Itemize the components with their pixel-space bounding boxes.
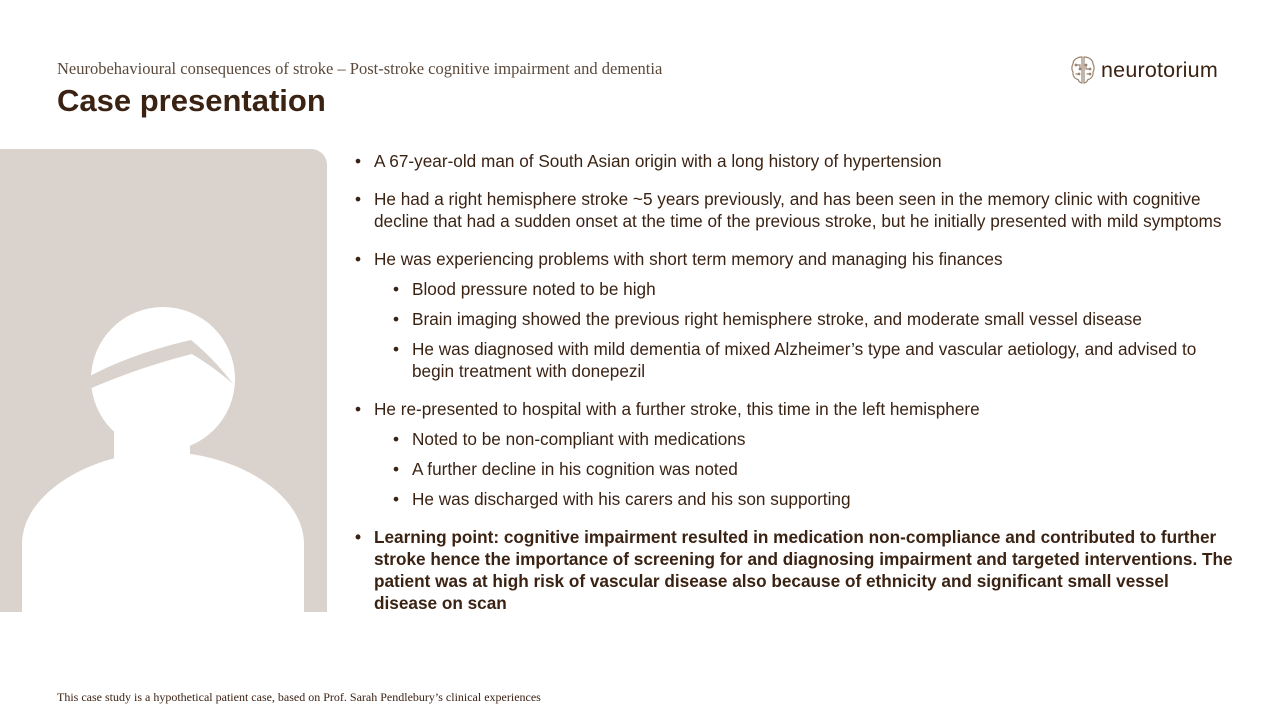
- sub-bullet-text: Blood pressure noted to be high: [412, 279, 656, 299]
- sub-bullet-item: [393, 338, 1235, 382]
- page-title: Case presentation: [57, 83, 326, 118]
- brand-logo: [1070, 54, 1218, 86]
- sub-bullet-text: He was diagnosed with mild dementia of mixed Alzheimer’s type and vascular aetiology, and advised to begin treatment with donepezil: [412, 339, 1197, 381]
- sub-bullet-text: Noted to be non-compliant with medications: [412, 429, 746, 449]
- bullet-text: He was experiencing problems with short term memory and managing his finances: [374, 249, 1003, 269]
- brain-circuit-icon: [1070, 54, 1096, 86]
- bullet-text: A 67-year-old man of South Asian origin with a long history of hypertension: [374, 151, 942, 171]
- person-silhouette-icon: [0, 149, 327, 612]
- slide-subtitle: Neurobehavioural consequences of stroke – Post-stroke cognitive impairment and dementia: [57, 59, 663, 78]
- sub-bullet-item: [393, 488, 1235, 510]
- avatar-panel: [0, 149, 327, 612]
- sub-bullet-item: [393, 308, 1235, 330]
- sub-bullet-item: [393, 458, 1235, 480]
- sub-bullet-text: A further decline in his cognition was noted: [412, 459, 738, 479]
- learning-point: [355, 526, 1235, 614]
- footnote: This case study is a hypothetical patient case, based on Prof. Sarah Pendlebury’s clinical experiences: [57, 690, 541, 704]
- sub-bullet-item: [393, 278, 1235, 300]
- sub-bullet-text: He was discharged with his carers and his son supporting: [412, 489, 851, 509]
- case-content: [355, 150, 1235, 630]
- sub-bullet-item: [393, 428, 1235, 450]
- logo-text: neurotorium: [1101, 57, 1218, 82]
- sub-bullet-text: Brain imaging showed the previous right hemisphere stroke, and moderate small vessel disease: [412, 309, 1142, 329]
- bullet-item: [355, 150, 1235, 172]
- bullet-text: He re-presented to hospital with a further stroke, this time in the left hemisphere: [374, 399, 980, 419]
- bullet-item: [355, 188, 1235, 232]
- learning-point-text: Learning point: cognitive impairment resulted in medication non-compliance and contributed to further stroke hence the importance of screening for and diagnosing impairment and targeted interventions. The patient was at high risk of vascular disease also because of ethnicity and significant small vessel disease on scan: [374, 527, 1233, 613]
- bullet-text: He had a right hemisphere stroke ~5 years previously, and has been seen in the memory clinic with cognitive decline that had a sudden onset at the time of the previous stroke, but he initially presented with mild symptoms: [374, 189, 1222, 231]
- bullet-item: [355, 248, 1235, 382]
- bullet-item: [355, 398, 1235, 510]
